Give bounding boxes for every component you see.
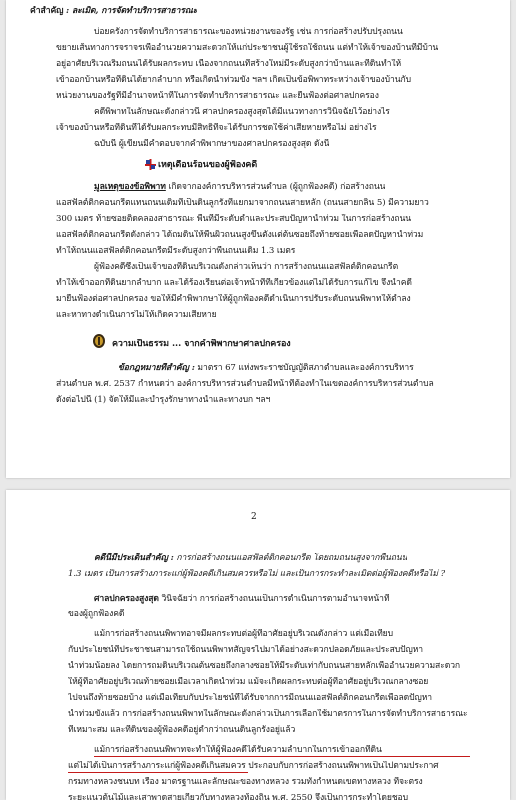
issue-line: 1.3 เมตร เป็นการสร้างภาระแก่ผู้ฟ้องคดีเกินสมควรหรือไม่ และเป็นการกระทำละเมิดต่อผู้ฟ้องคดีหรือไม่ ? (68, 569, 446, 579)
red-underline (68, 772, 248, 773)
court-label: ศาลปกครองสูงสุด (94, 594, 159, 604)
court-seal-icon (92, 333, 106, 349)
intro-line: ฉบับนี้ ผู้เขียนมีคำตอบจากคำพิพากษาของศาลปกครองสูงสุด ดังนี้ (94, 139, 330, 149)
keywords-text: ละเมิด, การจัดทำบริการสาธารณะ (71, 6, 198, 16)
intro-line: ขยายเส้นทางการจราจรเพื่ออำนวยความสะดวกให้แก่ประชาชนผู้ใช้รถใช้ถนน แต่ทำให้เจ้าของบ้านที่มีบ้าน (56, 43, 439, 53)
intro-line: บ่อยครั้งการจัดทำบริการสาธารณะของหน่วยงานของรัฐ เช่น การก่อสร้างปรับปรุงถนน (94, 27, 403, 37)
page-number: 2 (251, 512, 257, 522)
ruling-line: ที่เหมาะสม และที่ดินของผู้ฟ้องคดีอยู่ต่ำกว่าถนนดินลูกรังอยู่แล้ว (68, 725, 296, 735)
ruling-line: กรมทางหลวงชนบท เรื่อง มาตรฐานและลักษณะของทางหลวง รวมทั้งกำหนดเขตทางหลวง ที่จะตรง (68, 777, 423, 787)
ruling-line: น้ำท่วมขังแล้ว การก่อสร้างถนนพิพาทในลักษณะดังกล่าวเป็นการเลือกใช้มาตรการในการจัดทำบริการสาธารณะ (68, 709, 468, 719)
law-line: ส่วนตำบล พ.ศ. 2537 กำหนดว่า องค์การบริหารส่วนตำบลมีหน้าที่ต้องทำในเขตองค์การบริหารส่วนตำบล (56, 379, 434, 389)
court-heading: ความเป็นธรรม ... จากคำพิพากษาศาลปกครอง (112, 339, 291, 349)
cause-heading: เหตุเดือนร้อนของผู้ฟ้องคดี (158, 160, 258, 170)
issue-first-line: คดีนี้มีประเด็นสำคัญ : การก่อสร้างถนนแอสฟัลต์ติกคอนกรีต โดยถมถนนสูงจากพื้นถนน (94, 553, 408, 563)
ruling-line: แม้การก่อสร้างถนนพิพาทจะทำให้ผู้ฟ้องคดีได้รับความลำบากในการเข้าออกที่ดิน (94, 745, 382, 755)
ruling-line: แต่ไม่ได้เป็นการสร้างภาระแก่ผู้ฟ้องคดีเกินสมควร ประกอบกับการก่อสร้างถนนพิพาทเป็นไปตามประกาศ (68, 761, 439, 771)
intro-line: หน่วยงานของรัฐที่มีอำนาจหน้าที่ในการจัดทำบริการสาธารณะ และยื่นฟ้องต่อศาลปกครอง (56, 91, 379, 101)
ruling-line: กับประโยชน์ที่ประชาชนสามารถใช้ถนนพิพาทสัญจรไปมาได้อย่างสะดวกปลอดภัยและประสบปัญหา (68, 645, 424, 655)
law-line: ดังต่อไปนี้ (1) จัดให้มีและบำรุงรักษาทางน้ำและทางบก ฯลฯ (56, 395, 271, 405)
ruling-line: น้ำท่วมน้อยลง โดยการถมดินบริเวณต้นซอยถึงกลางซอยให้มีระดับเท่ากับถนนสายหลักเพื่ออำนวยความสะดวก (68, 661, 461, 671)
intro-line: เจ้าของบ้านหรือที่ดินที่ได้รับผลกระทบมีสิทธิที่จะได้รับการชดใช้ค่าเสียหายหรือไม่ อย่างไร (56, 123, 377, 133)
keywords-label: คำสำคัญ (30, 6, 64, 16)
cause-line: ผู้ฟ้องคดีซึ่งเป็นเจ้าของที่ดินบริเวณดังกล่าวเห็นว่า การสร้างถนนแอสฟัลต์ติกคอนกรีต (94, 262, 399, 272)
document-page-1 (6, 0, 510, 478)
ruling-line: แม้การก่อสร้างถนนพิพาทอาจมีผลกระทบต่อผู้ที่อาศัยอยู่บริเวณดังกล่าว แต่เมื่อเทียบ (94, 629, 393, 639)
cause-line: แอสฟัลต์ติกคอนกรีตแทนถนนเดิมที่เป็นดินลูกรังที่แยกมาจากถนนสายหลัก (ถนนสายกลิ่น 5) มีความยาว (56, 198, 429, 208)
ruling-first-line: ศาลปกครองสูงสุด วินิจฉัยว่า การก่อสร้างถนนเป็นการดำเนินการตามอำนาจหน้าที่ (94, 594, 390, 604)
law-first-line: ข้อกฎหมายที่สำคัญ : มาตรา 67 แห่งพระราชบัญญัติสภาตำบลและองค์การบริหาร (118, 363, 414, 373)
cause-line: แอสฟัลต์ติกคอนกรีตดังกล่าว ได้ถมดินให้พื้นผิวถนนสูงขึ้นตั้งแต่ต้นซอยถึงท้ายซอยเพื่อลดปัญหาน้ำท่วม (56, 230, 424, 240)
cause-line: ทำให้เข้าออกที่ดินยากลำบาก และได้ร้องเรียนต่อเจ้าหน้าที่ที่เกี่ยวข้องแต่ไม่ได้รับการแก้ไข จึงนำคดี (56, 278, 412, 288)
ruling-line: ระยะแนวต้นไม้และเสาพาดสายเกี่ยวกับทางหลวงท้องถิ่น พ.ศ. 2550 จึงเป็นการกระทำโดยชอบ (68, 793, 408, 800)
red-underline (94, 756, 470, 757)
cause-line: และหาทางดำเนินการไม่ให้เกิดความเสียหาย (56, 310, 217, 320)
law-label: ข้อกฎหมายที่สำคัญ : (118, 363, 195, 373)
intro-line: คดีพิพาทในลักษณะดังกล่าวนี้ ศาลปกครองสูงสุดได้มีแนวทางการวินิจฉัยไว้อย่างไร (94, 107, 390, 117)
issue-label: คดีนี้มีประเด็นสำคัญ : (94, 553, 174, 563)
intro-line: อยู่อาศัยบริเวณริมถนนได้รับผลกระทบ เนื่องจากถนนที่สร้างใหม่มีระดับสูงกว่าบ้านและที่ดินทำให้ (56, 59, 402, 69)
cause-first-line: มูลเหตุของข้อพิพาท เกิดจากองค์การบริหารส่วนตำบล (ผู้ถูกฟ้องคดี) ก่อสร้างถนน (94, 182, 386, 192)
keywords-line: คำสำคัญ : ละเมิด, การจัดทำบริการสาธารณะ (30, 6, 198, 16)
cause-line: 300 เมตร ท้ายซอยติดคลองสาธารณะ พื้นที่มีระดับต่ำและประสบปัญหาน้ำท่วม ในการก่อสร้างถนน (56, 214, 412, 224)
cause-line: ทำให้ถนนแอสฟัลต์ติกคอนกรีตมีระดับสูงกว่าพื้นถนนเดิม 1.3 เมตร (56, 246, 296, 256)
flame-icon (144, 158, 157, 171)
intro-line: เข้าออกบ้านหรือที่ดินได้ยากลำบาก หรือเกิดน้ำท่วมขัง ฯลฯ เกิดเป็นข้อพิพาทระหว่างเจ้าของบ้านกับ (56, 75, 411, 85)
document-page-2 (6, 490, 510, 800)
ruling-line: ของผู้ถูกฟ้องคดี (68, 609, 125, 619)
cause-label: มูลเหตุของข้อพิพาท (94, 182, 166, 192)
cause-line: มายื่นฟ้องต่อศาลปกครอง ขอให้มีคำพิพากษาให้ผู้ถูกฟ้องคดีดำเนินการปรับระดับถนนพิพาทให้ต่ำลง (56, 294, 411, 304)
ruling-line: ให้ผู้ที่อาศัยอยู่บริเวณท้ายซอยเมื่อเวลาเกิดน้ำท่วม แม้จะเกิดผลกระทบต่อผู้ที่อาศัยอยู่บริเวณกลางซอย (68, 677, 429, 687)
ruling-line: ไปจนถึงท้ายซอยบ้าง แต่เมื่อเทียบกับประโยชน์ที่ได้รับจากการมีถนนแอสฟัลต์ติกคอนกรีตเพื่อลดปัญหา (68, 693, 433, 703)
